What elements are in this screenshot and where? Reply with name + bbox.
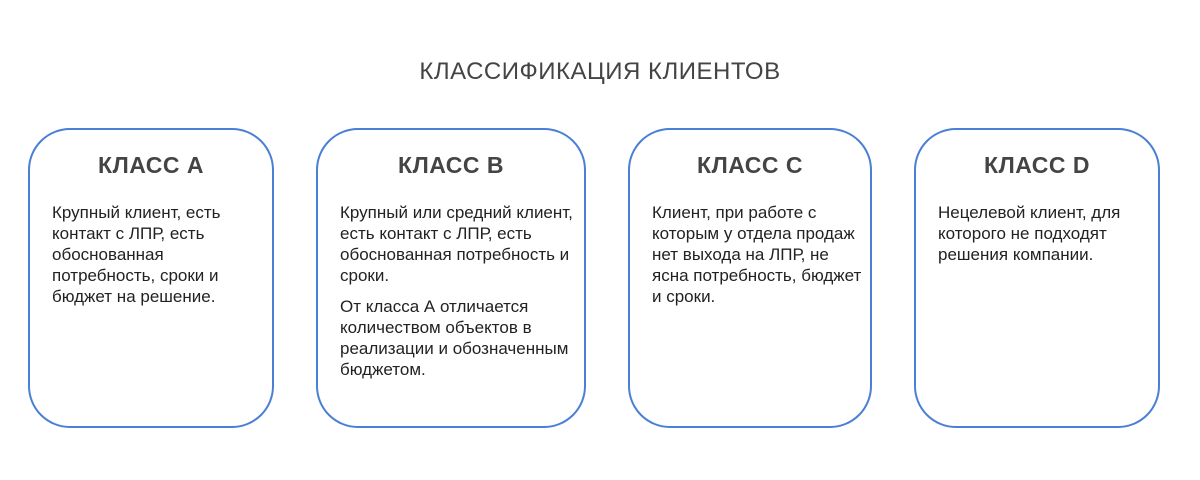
class-c-card [628,128,872,428]
class-a-description [52,202,262,317]
class-c-title: КЛАСС С [697,152,803,178]
class-a-title: КЛАСС А [98,152,204,178]
class-b-paragraph: Крупный или средний клиент, есть контакт с ЛПР, есть обоснованная потребность и сроки. [340,203,573,285]
class-b-description [340,202,576,390]
class-b-card [316,128,586,428]
class-a-paragraph: Крупный клиент, есть контакт с ЛПР, есть обоснованная потребность, сроки и бюджет на решение. [52,203,221,306]
class-b-title: КЛАСС В [398,152,504,178]
class-b-paragraph: От класса А отличается количеством объектов в реализации и обозначенным бюджетом. [340,297,569,379]
class-d-description [938,202,1150,275]
class-a-card [28,128,274,428]
class-d-paragraph: Нецелевой клиент, для которого не подходят решения компании. [938,203,1121,264]
class-c-paragraph: Клиент, при работе с которым у отдела продаж нет выхода на ЛПР, не ясна потребность, бюджет и сроки. [652,203,862,306]
class-d-card [914,128,1160,428]
page-title: КЛАССИФИКАЦИЯ КЛИЕНТОВ [419,58,781,85]
class-d-title: КЛАСС D [984,152,1090,178]
class-c-description [652,202,864,317]
